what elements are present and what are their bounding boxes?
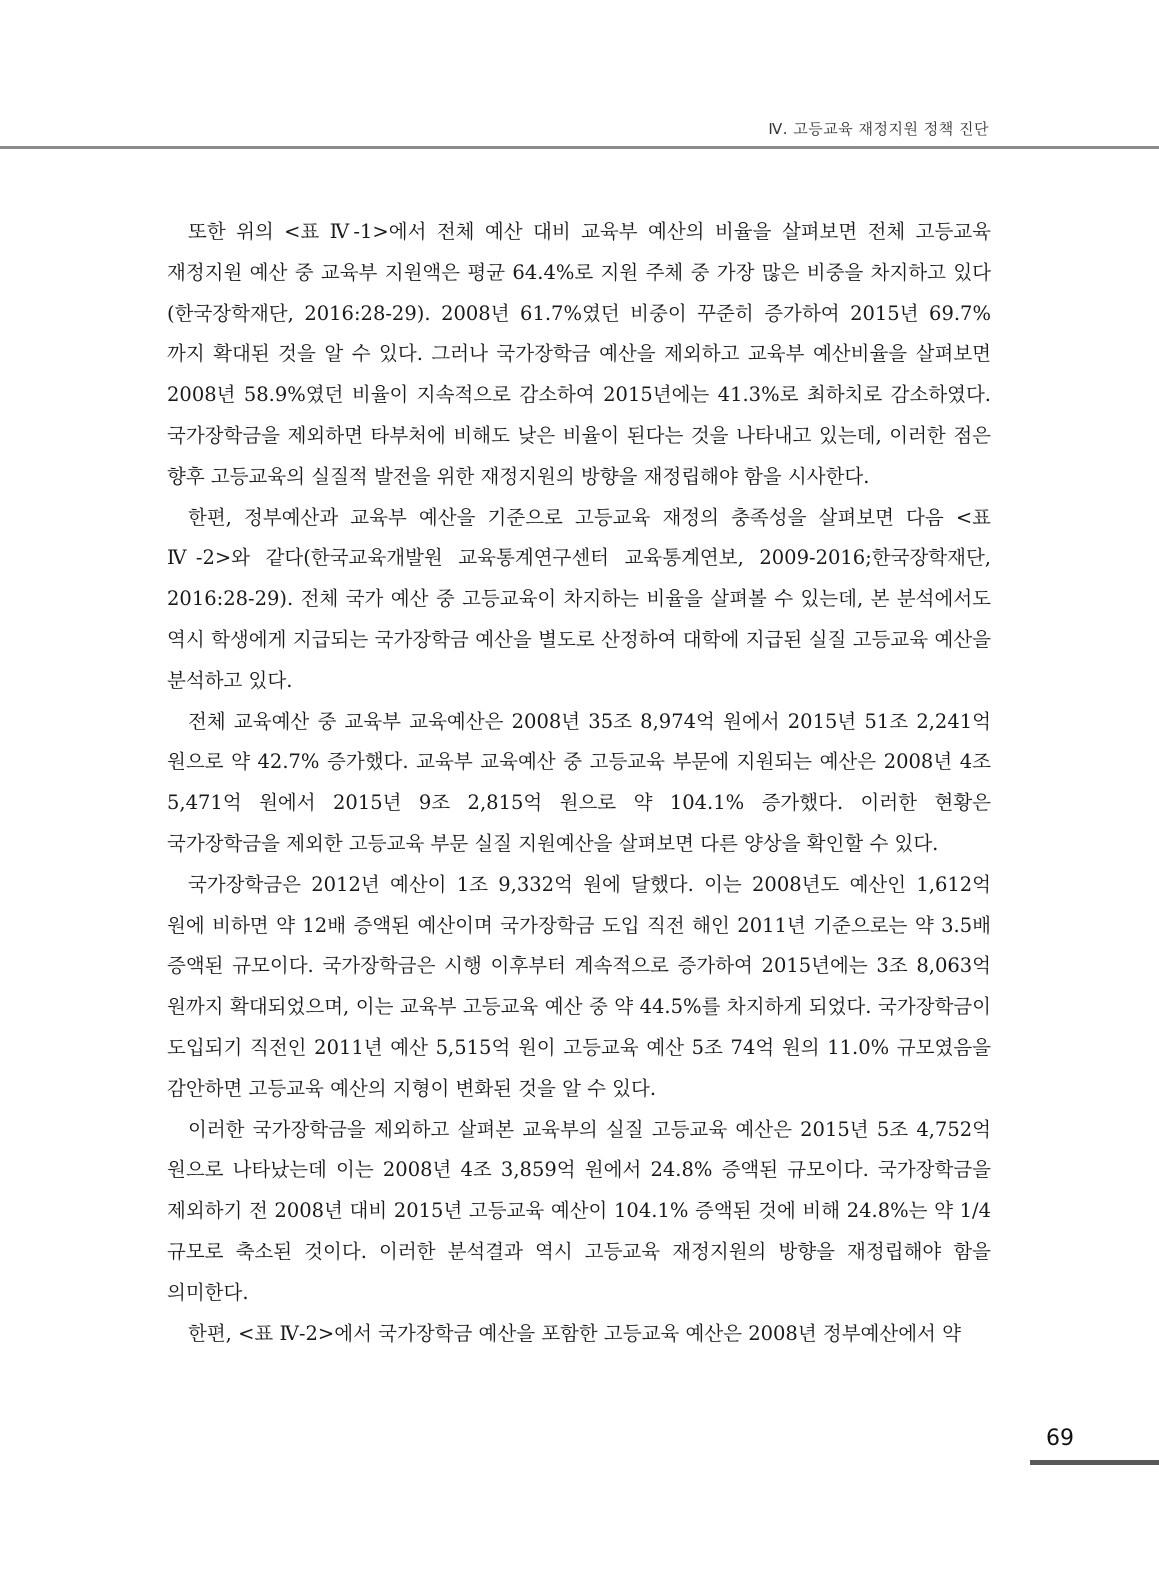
body-text — [167, 212, 991, 1354]
paragraph-2: 한편, 정부예산과 교육부 예산을 기준으로 고등교육 재정의 충족성을 살펴보면 다음 <표 Ⅳ-2>와 같다(한국교육개발원 교육통계연구센터 교육통계연보, 2009-2016;한국장학재단, 2016:28-29). 전체 국가 예산 중 고등교육이 차지하는 비율을 살펴볼 수 있는데, 본 분석에서도 역시 학생에게 지급되는 국가장학금 예산을 별도로 산정하여 대학에 지급된 실질 고등교육 예산을 분석하고 있다. — [167, 505, 991, 692]
footer-rule — [1030, 1460, 1159, 1465]
paragraph-6: 한편, <표 Ⅳ-2>에서 국가장학금 예산을 포함한 고등교육 예산은 2008년 정부예산에서 약 — [188, 1321, 961, 1345]
running-header: Ⅳ. 고등교육 재정지원 정책 진단 — [768, 120, 989, 138]
paragraph-5: 이러한 국가장학금을 제외하고 살펴본 교육부의 실질 고등교육 예산은 2015년 5조 4,752억 원으로 나타났는데 이는 2008년 4조 3,859억 원에서 24.8% 증액된 규모이다. 국가장학금을 제외하기 전 2008년 대비 2015년 고등교육 예산이 104.1% 증액된 것에 비해 24.8%는 약 1/4 규모로 축소된 것이다. 이러한 분석결과 역시 고등교육 재정지원의 방향을 재정립해야 함을 의미한다. — [167, 1117, 991, 1304]
header-rule — [0, 146, 1159, 149]
paragraph-1: 또한 위의 <표 Ⅳ-1>에서 전체 예산 대비 교육부 예산의 비율을 살펴보면 전체 고등교육 재정지원 예산 중 교육부 지원액은 평균 64.4%로 지원 주체 중 가장 많은 비중을 차지하고 있다(한국장학재단, 2016:28-29). 2008년 61.7%였던 비중이 꾸준히 증가하여 2015년 69.7%까지 확대된 것을 알 수 있다. 그러나 국가장학금 예산을 제외하고 교육부 예산비율을 살펴보면 2008년 58.9%였던 비율이 지속적으로 감소하여 2015년에는 41.3%로 최하치로 감소하였다. 국가장학금을 제외하면 타부처에 비해도 낮은 비율이 된다는 것을 나타내고 있는데, 이러한 점은 향후 고등교육의 실질적 발전을 위한 재정지원의 방향을 재정립해야 함을 시사한다. — [167, 220, 991, 488]
page-number: 69 — [1046, 1426, 1074, 1451]
paragraph-3: 전체 교육예산 중 교육부 교육예산은 2008년 35조 8,974억 원에서 2015년 51조 2,241억 원으로 약 42.7% 증가했다. 교육부 교육예산 중 고등교육 부문에 지원되는 예산은 2008년 4조 5,471억 원에서 2015년 9조 2,815억 원으로 약 104.1% 증가했다. 이러한 현황은 국가장학금을 제외한 고등교육 부문 실질 지원예산을 살펴보면 다른 양상을 확인할 수 있다. — [167, 709, 991, 855]
paragraph-4: 국가장학금은 2012년 예산이 1조 9,332억 원에 달했다. 이는 2008년도 예산인 1,612억 원에 비하면 약 12배 증액된 예산이며 국가장학금 도입 직전 해인 2011년 기준으로는 약 3.5배 증액된 규모이다. 국가장학금은 시행 이후부터 계속적으로 증가하여 2015년에는 3조 8,063억 원까지 확대되었으며, 이는 교육부 고등교육 예산 중 약 44.5%를 차지하게 되었다. 국가장학금이 도입되기 직전인 2011년 예산 5,515억 원이 고등교육 예산 5조 74억 원의 11.0% 규모였음을 감안하면 고등교육 예산의 지형이 변화된 것을 알 수 있다. — [167, 872, 991, 1100]
